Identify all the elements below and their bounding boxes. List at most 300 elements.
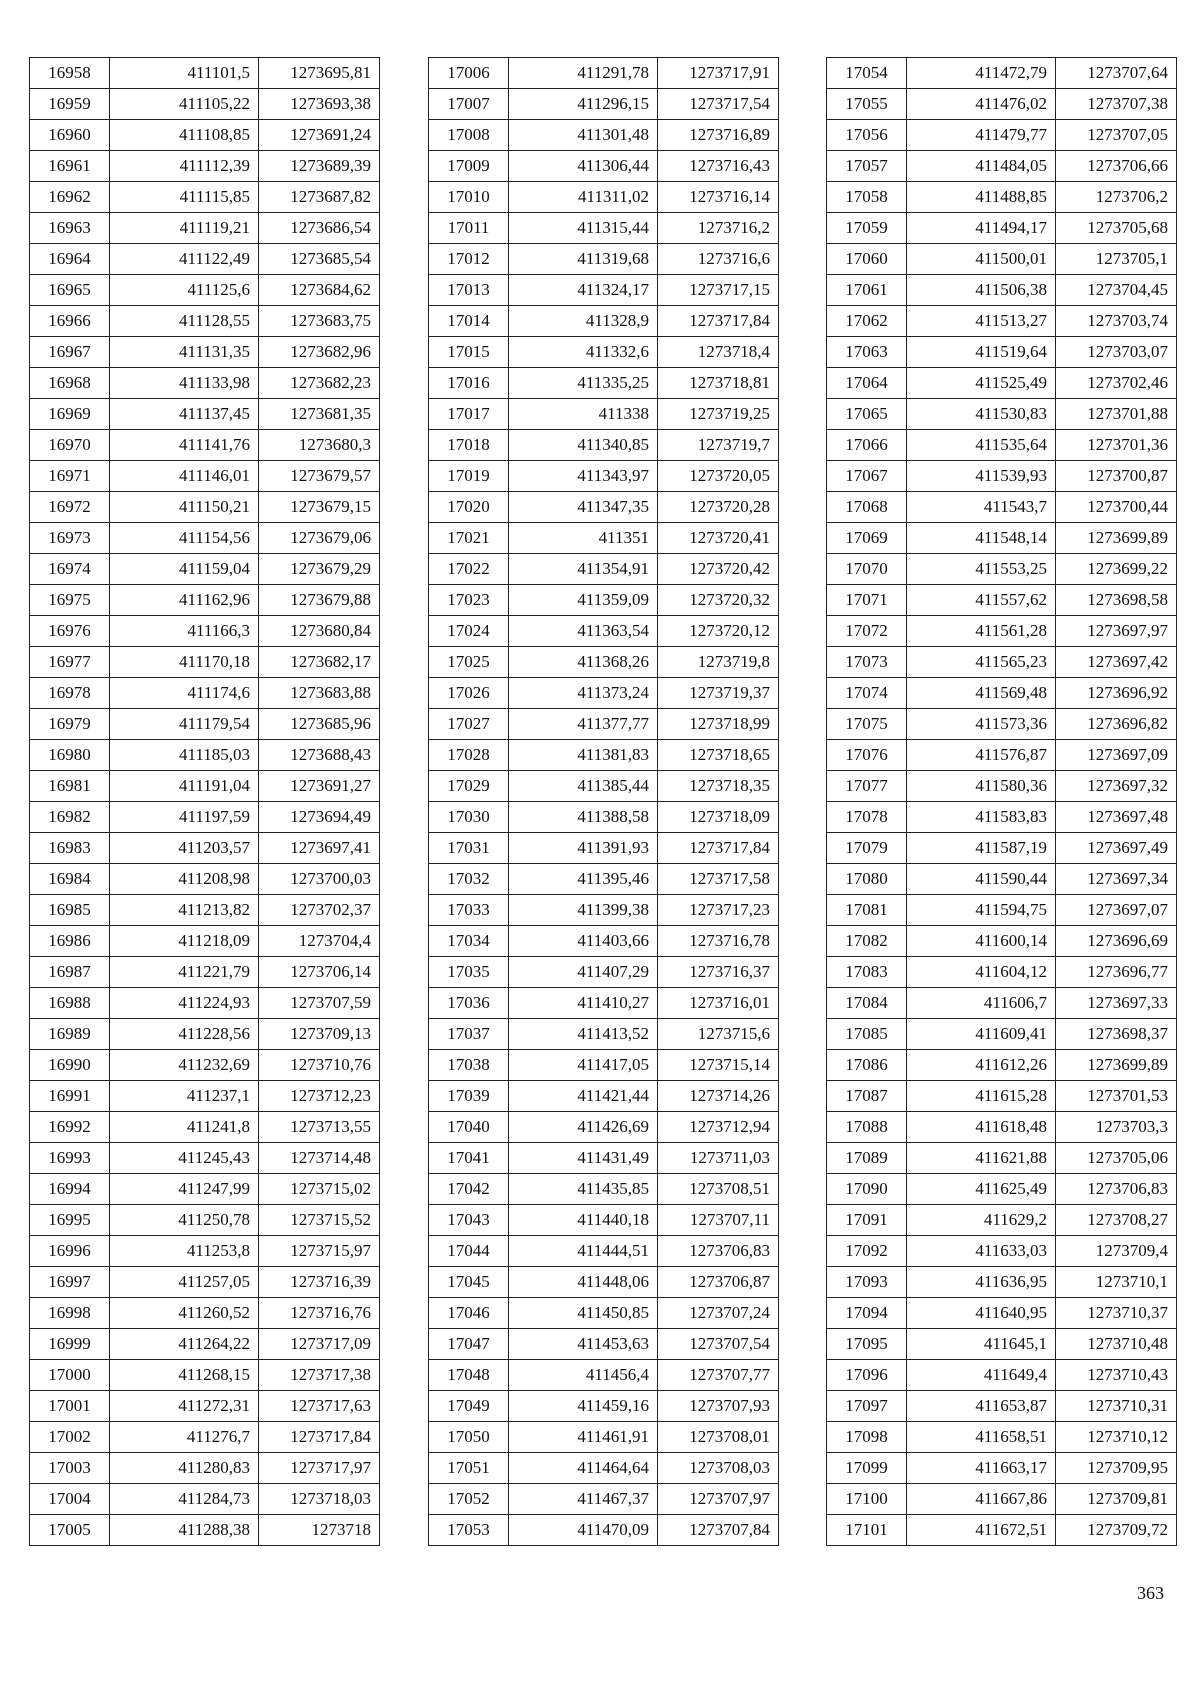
point-id-cell: 17085	[827, 1019, 907, 1050]
y-coordinate-cell: 1273719,25	[658, 399, 779, 430]
x-coordinate-cell: 411264,22	[110, 1329, 259, 1360]
table-row	[827, 213, 1177, 244]
table-row	[30, 802, 380, 833]
x-coordinate-cell: 411224,93	[110, 988, 259, 1019]
y-coordinate-cell: 1273698,37	[1056, 1019, 1177, 1050]
x-coordinate-cell: 411461,91	[509, 1422, 658, 1453]
x-coordinate-cell: 411363,54	[509, 616, 658, 647]
table-row	[30, 647, 380, 678]
y-coordinate-cell: 1273719,37	[658, 678, 779, 709]
x-coordinate-cell: 411413,52	[509, 1019, 658, 1050]
y-coordinate-cell: 1273716,01	[658, 988, 779, 1019]
y-coordinate-cell: 1273714,26	[658, 1081, 779, 1112]
y-coordinate-cell: 1273715,6	[658, 1019, 779, 1050]
x-coordinate-cell: 411606,7	[907, 988, 1056, 1019]
y-coordinate-cell: 1273712,94	[658, 1112, 779, 1143]
point-id-cell: 16961	[30, 151, 110, 182]
table-row	[827, 988, 1177, 1019]
x-coordinate-cell: 411347,35	[509, 492, 658, 523]
table-row	[30, 244, 380, 275]
y-coordinate-cell: 1273716,43	[658, 151, 779, 182]
table-row	[429, 275, 779, 306]
coordinates-table-1	[29, 57, 380, 1546]
y-coordinate-cell: 1273699,89	[1056, 1050, 1177, 1081]
table-row	[30, 1050, 380, 1081]
point-id-cell: 17028	[429, 740, 509, 771]
table-row	[429, 1391, 779, 1422]
point-id-cell: 17076	[827, 740, 907, 771]
point-id-cell: 17070	[827, 554, 907, 585]
point-id-cell: 17042	[429, 1174, 509, 1205]
y-coordinate-cell: 1273707,24	[658, 1298, 779, 1329]
y-coordinate-cell: 1273700,87	[1056, 461, 1177, 492]
x-coordinate-cell: 411621,88	[907, 1143, 1056, 1174]
table-row	[30, 1329, 380, 1360]
x-coordinate-cell: 411470,09	[509, 1515, 658, 1546]
y-coordinate-cell: 1273717,58	[658, 864, 779, 895]
table-row	[429, 1050, 779, 1081]
point-id-cell: 17039	[429, 1081, 509, 1112]
y-coordinate-cell: 1273683,88	[259, 678, 380, 709]
x-coordinate-cell: 411324,17	[509, 275, 658, 306]
point-id-cell: 17057	[827, 151, 907, 182]
point-id-cell: 17080	[827, 864, 907, 895]
x-coordinate-cell: 411484,05	[907, 151, 1056, 182]
y-coordinate-cell: 1273689,39	[259, 151, 380, 182]
y-coordinate-cell: 1273708,01	[658, 1422, 779, 1453]
y-coordinate-cell: 1273720,05	[658, 461, 779, 492]
x-coordinate-cell: 411543,7	[907, 492, 1056, 523]
x-coordinate-cell: 411618,48	[907, 1112, 1056, 1143]
table-row	[30, 616, 380, 647]
table-row	[827, 1515, 1177, 1546]
table-row	[827, 1205, 1177, 1236]
y-coordinate-cell: 1273704,45	[1056, 275, 1177, 306]
y-coordinate-cell: 1273698,58	[1056, 585, 1177, 616]
table-row	[30, 461, 380, 492]
y-coordinate-cell: 1273708,51	[658, 1174, 779, 1205]
point-id-cell: 17061	[827, 275, 907, 306]
point-id-cell: 17006	[429, 58, 509, 89]
table-row	[827, 740, 1177, 771]
x-coordinate-cell: 411105,22	[110, 89, 259, 120]
table-row	[30, 771, 380, 802]
table-row	[30, 895, 380, 926]
table-row	[429, 306, 779, 337]
x-coordinate-cell: 411539,93	[907, 461, 1056, 492]
point-id-cell: 17066	[827, 430, 907, 461]
point-id-cell: 16996	[30, 1236, 110, 1267]
table-row	[30, 1453, 380, 1484]
point-id-cell: 16985	[30, 895, 110, 926]
table-row	[429, 895, 779, 926]
x-coordinate-cell: 411525,49	[907, 368, 1056, 399]
y-coordinate-cell: 1273717,15	[658, 275, 779, 306]
x-coordinate-cell: 411245,43	[110, 1143, 259, 1174]
x-coordinate-cell: 411421,44	[509, 1081, 658, 1112]
y-coordinate-cell: 1273716,76	[259, 1298, 380, 1329]
x-coordinate-cell: 411301,48	[509, 120, 658, 151]
point-id-cell: 17033	[429, 895, 509, 926]
point-id-cell: 16967	[30, 337, 110, 368]
y-coordinate-cell: 1273697,42	[1056, 647, 1177, 678]
table-row	[429, 740, 779, 771]
y-coordinate-cell: 1273679,15	[259, 492, 380, 523]
table-row	[827, 709, 1177, 740]
point-id-cell: 17050	[429, 1422, 509, 1453]
y-coordinate-cell: 1273693,38	[259, 89, 380, 120]
x-coordinate-cell: 411154,56	[110, 523, 259, 554]
point-id-cell: 17022	[429, 554, 509, 585]
y-coordinate-cell: 1273716,89	[658, 120, 779, 151]
y-coordinate-cell: 1273703,07	[1056, 337, 1177, 368]
point-id-cell: 17030	[429, 802, 509, 833]
y-coordinate-cell: 1273707,54	[658, 1329, 779, 1360]
point-id-cell: 17060	[827, 244, 907, 275]
table-row	[30, 585, 380, 616]
x-coordinate-cell: 411247,99	[110, 1174, 259, 1205]
y-coordinate-cell: 1273710,1	[1056, 1267, 1177, 1298]
table-row	[827, 1174, 1177, 1205]
point-id-cell: 17054	[827, 58, 907, 89]
point-id-cell: 16999	[30, 1329, 110, 1360]
table-row	[827, 1112, 1177, 1143]
x-coordinate-cell: 411119,21	[110, 213, 259, 244]
x-coordinate-cell: 411594,75	[907, 895, 1056, 926]
x-coordinate-cell: 411191,04	[110, 771, 259, 802]
table-row	[827, 1143, 1177, 1174]
y-coordinate-cell: 1273701,36	[1056, 430, 1177, 461]
y-coordinate-cell: 1273715,97	[259, 1236, 380, 1267]
y-coordinate-cell: 1273696,69	[1056, 926, 1177, 957]
x-coordinate-cell: 411453,63	[509, 1329, 658, 1360]
y-coordinate-cell: 1273716,6	[658, 244, 779, 275]
x-coordinate-cell: 411146,01	[110, 461, 259, 492]
point-id-cell: 17097	[827, 1391, 907, 1422]
point-id-cell: 17058	[827, 182, 907, 213]
x-coordinate-cell: 411645,1	[907, 1329, 1056, 1360]
y-coordinate-cell: 1273710,43	[1056, 1360, 1177, 1391]
table-row	[429, 1019, 779, 1050]
point-id-cell: 17068	[827, 492, 907, 523]
table-row	[429, 771, 779, 802]
table-row	[827, 399, 1177, 430]
x-coordinate-cell: 411464,64	[509, 1453, 658, 1484]
point-id-cell: 17043	[429, 1205, 509, 1236]
table-row	[429, 988, 779, 1019]
point-id-cell: 17075	[827, 709, 907, 740]
point-id-cell: 17026	[429, 678, 509, 709]
y-coordinate-cell: 1273681,35	[259, 399, 380, 430]
point-id-cell: 16972	[30, 492, 110, 523]
point-id-cell: 17044	[429, 1236, 509, 1267]
point-id-cell: 16989	[30, 1019, 110, 1050]
x-coordinate-cell: 411260,52	[110, 1298, 259, 1329]
point-id-cell: 16976	[30, 616, 110, 647]
x-coordinate-cell: 411587,19	[907, 833, 1056, 864]
x-coordinate-cell: 411319,68	[509, 244, 658, 275]
x-coordinate-cell: 411359,09	[509, 585, 658, 616]
point-id-cell: 16962	[30, 182, 110, 213]
x-coordinate-cell: 411328,9	[509, 306, 658, 337]
point-id-cell: 17055	[827, 89, 907, 120]
table-row	[30, 1267, 380, 1298]
table-row	[429, 151, 779, 182]
table-row	[30, 709, 380, 740]
point-id-cell: 17094	[827, 1298, 907, 1329]
x-coordinate-cell: 411573,36	[907, 709, 1056, 740]
table-row	[429, 368, 779, 399]
y-coordinate-cell: 1273717,84	[658, 833, 779, 864]
table-row	[429, 926, 779, 957]
point-id-cell: 16968	[30, 368, 110, 399]
point-id-cell: 17059	[827, 213, 907, 244]
x-coordinate-cell: 411672,51	[907, 1515, 1056, 1546]
y-coordinate-cell: 1273682,23	[259, 368, 380, 399]
x-coordinate-cell: 411410,27	[509, 988, 658, 1019]
point-id-cell: 17016	[429, 368, 509, 399]
y-coordinate-cell: 1273716,2	[658, 213, 779, 244]
x-coordinate-cell: 411112,39	[110, 151, 259, 182]
point-id-cell: 17064	[827, 368, 907, 399]
x-coordinate-cell: 411615,28	[907, 1081, 1056, 1112]
x-coordinate-cell: 411284,73	[110, 1484, 259, 1515]
y-coordinate-cell: 1273707,84	[658, 1515, 779, 1546]
x-coordinate-cell: 411663,17	[907, 1453, 1056, 1484]
table-row	[30, 213, 380, 244]
y-coordinate-cell: 1273710,37	[1056, 1298, 1177, 1329]
y-coordinate-cell: 1273707,77	[658, 1360, 779, 1391]
table-row	[30, 275, 380, 306]
y-coordinate-cell: 1273699,89	[1056, 523, 1177, 554]
y-coordinate-cell: 1273696,77	[1056, 957, 1177, 988]
y-coordinate-cell: 1273714,48	[259, 1143, 380, 1174]
y-coordinate-cell: 1273679,88	[259, 585, 380, 616]
table-row	[429, 1329, 779, 1360]
table-row	[827, 430, 1177, 461]
x-coordinate-cell: 411476,02	[907, 89, 1056, 120]
table-row	[30, 58, 380, 89]
x-coordinate-cell: 411228,56	[110, 1019, 259, 1050]
coordinates-table-3	[826, 57, 1177, 1546]
x-coordinate-cell: 411268,15	[110, 1360, 259, 1391]
table-row	[30, 1484, 380, 1515]
y-coordinate-cell: 1273696,92	[1056, 678, 1177, 709]
y-coordinate-cell: 1273707,59	[259, 988, 380, 1019]
point-id-cell: 16984	[30, 864, 110, 895]
table-row	[429, 89, 779, 120]
x-coordinate-cell: 411150,21	[110, 492, 259, 523]
point-id-cell: 16970	[30, 430, 110, 461]
y-coordinate-cell: 1273701,88	[1056, 399, 1177, 430]
x-coordinate-cell: 411600,14	[907, 926, 1056, 957]
y-coordinate-cell: 1273716,78	[658, 926, 779, 957]
table-row	[30, 1112, 380, 1143]
x-coordinate-cell: 411208,98	[110, 864, 259, 895]
table-row	[429, 864, 779, 895]
x-coordinate-cell: 411288,38	[110, 1515, 259, 1546]
table-row	[827, 1236, 1177, 1267]
x-coordinate-cell: 411253,8	[110, 1236, 259, 1267]
point-id-cell: 17001	[30, 1391, 110, 1422]
y-coordinate-cell: 1273717,63	[259, 1391, 380, 1422]
table-row	[30, 1205, 380, 1236]
y-coordinate-cell: 1273709,81	[1056, 1484, 1177, 1515]
x-coordinate-cell: 411569,48	[907, 678, 1056, 709]
x-coordinate-cell: 411340,85	[509, 430, 658, 461]
point-id-cell: 17009	[429, 151, 509, 182]
table-row	[429, 213, 779, 244]
x-coordinate-cell: 411633,03	[907, 1236, 1056, 1267]
point-id-cell: 17046	[429, 1298, 509, 1329]
point-id-cell: 16993	[30, 1143, 110, 1174]
x-coordinate-cell: 411640,95	[907, 1298, 1056, 1329]
y-coordinate-cell: 1273686,54	[259, 213, 380, 244]
x-coordinate-cell: 411232,69	[110, 1050, 259, 1081]
table-row	[429, 430, 779, 461]
x-coordinate-cell: 411488,85	[907, 182, 1056, 213]
point-id-cell: 17041	[429, 1143, 509, 1174]
table-row	[429, 585, 779, 616]
x-coordinate-cell: 411291,78	[509, 58, 658, 89]
table-row	[30, 833, 380, 864]
y-coordinate-cell: 1273697,49	[1056, 833, 1177, 864]
table-row	[827, 337, 1177, 368]
point-id-cell: 17093	[827, 1267, 907, 1298]
x-coordinate-cell: 411131,35	[110, 337, 259, 368]
x-coordinate-cell: 411221,79	[110, 957, 259, 988]
x-coordinate-cell: 411272,31	[110, 1391, 259, 1422]
point-id-cell: 16977	[30, 647, 110, 678]
table-row	[429, 1205, 779, 1236]
x-coordinate-cell: 411580,36	[907, 771, 1056, 802]
x-coordinate-cell: 411519,64	[907, 337, 1056, 368]
y-coordinate-cell: 1273718,99	[658, 709, 779, 740]
y-coordinate-cell: 1273706,87	[658, 1267, 779, 1298]
point-id-cell: 16995	[30, 1205, 110, 1236]
point-id-cell: 17056	[827, 120, 907, 151]
table-row	[30, 399, 380, 430]
y-coordinate-cell: 1273697,09	[1056, 740, 1177, 771]
x-coordinate-cell: 411494,17	[907, 213, 1056, 244]
point-id-cell: 17096	[827, 1360, 907, 1391]
table-row	[429, 1515, 779, 1546]
y-coordinate-cell: 1273700,03	[259, 864, 380, 895]
y-coordinate-cell: 1273707,11	[658, 1205, 779, 1236]
point-id-cell: 17098	[827, 1422, 907, 1453]
y-coordinate-cell: 1273716,39	[259, 1267, 380, 1298]
y-coordinate-cell: 1273700,44	[1056, 492, 1177, 523]
table-row	[827, 275, 1177, 306]
x-coordinate-cell: 411561,28	[907, 616, 1056, 647]
x-coordinate-cell: 411197,59	[110, 802, 259, 833]
point-id-cell: 17053	[429, 1515, 509, 1546]
point-id-cell: 17087	[827, 1081, 907, 1112]
table-row	[827, 1453, 1177, 1484]
y-coordinate-cell: 1273702,37	[259, 895, 380, 926]
point-id-cell: 17081	[827, 895, 907, 926]
x-coordinate-cell: 411122,49	[110, 244, 259, 275]
x-coordinate-cell: 411133,98	[110, 368, 259, 399]
point-id-cell: 17031	[429, 833, 509, 864]
table-row	[827, 1019, 1177, 1050]
x-coordinate-cell: 411335,25	[509, 368, 658, 399]
point-id-cell: 16994	[30, 1174, 110, 1205]
y-coordinate-cell: 1273717,38	[259, 1360, 380, 1391]
x-coordinate-cell: 411377,77	[509, 709, 658, 740]
y-coordinate-cell: 1273720,12	[658, 616, 779, 647]
table-row	[827, 1298, 1177, 1329]
table-row	[429, 1174, 779, 1205]
table-row	[429, 1081, 779, 1112]
y-coordinate-cell: 1273717,09	[259, 1329, 380, 1360]
x-coordinate-cell: 411553,25	[907, 554, 1056, 585]
point-id-cell: 17062	[827, 306, 907, 337]
y-coordinate-cell: 1273720,28	[658, 492, 779, 523]
y-coordinate-cell: 1273691,24	[259, 120, 380, 151]
point-id-cell: 17084	[827, 988, 907, 1019]
table-row	[30, 1019, 380, 1050]
point-id-cell: 17095	[827, 1329, 907, 1360]
x-coordinate-cell: 411426,69	[509, 1112, 658, 1143]
x-coordinate-cell: 411276,7	[110, 1422, 259, 1453]
point-id-cell: 17004	[30, 1484, 110, 1515]
table-row	[827, 89, 1177, 120]
point-id-cell: 17025	[429, 647, 509, 678]
table-row	[827, 120, 1177, 151]
y-coordinate-cell: 1273717,84	[658, 306, 779, 337]
y-coordinate-cell: 1273697,97	[1056, 616, 1177, 647]
x-coordinate-cell: 411368,26	[509, 647, 658, 678]
point-id-cell: 16963	[30, 213, 110, 244]
table-row	[429, 1360, 779, 1391]
x-coordinate-cell: 411257,05	[110, 1267, 259, 1298]
point-id-cell: 16974	[30, 554, 110, 585]
point-id-cell: 17092	[827, 1236, 907, 1267]
y-coordinate-cell: 1273710,12	[1056, 1422, 1177, 1453]
point-id-cell: 17051	[429, 1453, 509, 1484]
point-id-cell: 16966	[30, 306, 110, 337]
x-coordinate-cell: 411479,77	[907, 120, 1056, 151]
y-coordinate-cell: 1273705,68	[1056, 213, 1177, 244]
table-row	[30, 1081, 380, 1112]
x-coordinate-cell: 411625,49	[907, 1174, 1056, 1205]
table-row	[429, 833, 779, 864]
table-row	[30, 368, 380, 399]
table-row	[827, 771, 1177, 802]
table-row	[30, 523, 380, 554]
table-row	[827, 678, 1177, 709]
point-id-cell: 17067	[827, 461, 907, 492]
x-coordinate-cell: 411213,82	[110, 895, 259, 926]
x-coordinate-cell: 411565,23	[907, 647, 1056, 678]
y-coordinate-cell: 1273697,07	[1056, 895, 1177, 926]
x-coordinate-cell: 411548,14	[907, 523, 1056, 554]
y-coordinate-cell: 1273707,64	[1056, 58, 1177, 89]
y-coordinate-cell: 1273683,75	[259, 306, 380, 337]
x-coordinate-cell: 411162,96	[110, 585, 259, 616]
table-row	[429, 492, 779, 523]
y-coordinate-cell: 1273679,06	[259, 523, 380, 554]
y-coordinate-cell: 1273713,55	[259, 1112, 380, 1143]
table-row	[827, 1422, 1177, 1453]
y-coordinate-cell: 1273682,17	[259, 647, 380, 678]
y-coordinate-cell: 1273715,14	[658, 1050, 779, 1081]
y-coordinate-cell: 1273684,62	[259, 275, 380, 306]
x-coordinate-cell: 411459,16	[509, 1391, 658, 1422]
x-coordinate-cell: 411354,91	[509, 554, 658, 585]
x-coordinate-cell: 411431,49	[509, 1143, 658, 1174]
